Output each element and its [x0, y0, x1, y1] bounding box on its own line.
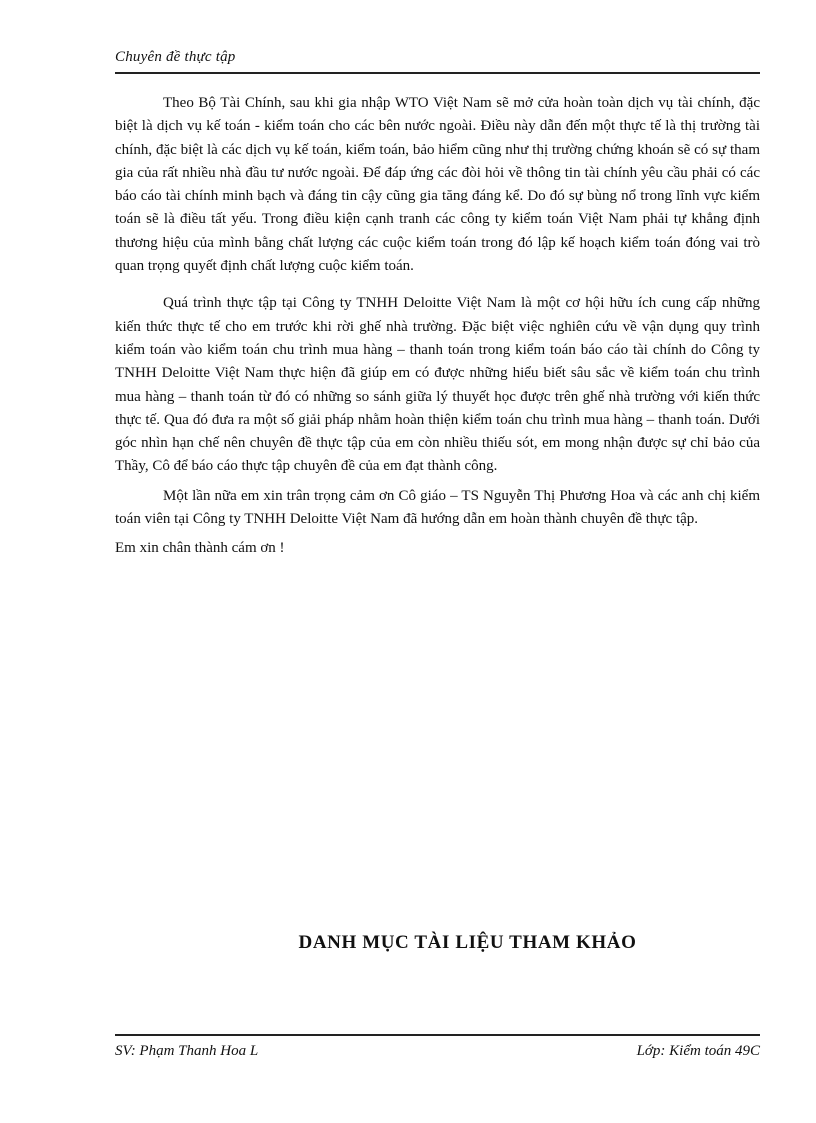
- paragraph-internship: Quá trình thực tập tại Công ty TNHH Deloitte Việt Nam là một cơ hội hữu ích cung cấp những kiến thức thực tế cho em trước khi rời ghế nhà trường. Đặc biệt việc nghiên cứu về vận dụng quy trình kiểm toán vào kiểm toán chu trình mua hàng – thanh toán trong kiểm toán báo cáo tài chính do Công ty TNHH Deloitte Việt Nam thực hiện đã giúp em có được những hiểu biết sâu sắc về kiểm toán chu trình mua hàng – thanh toán từ đó có những so sánh giữa lý thuyết học được trên ghế nhà trường với kiến thức thực tế. Qua đó đưa ra một số giải pháp nhằm hoàn thiện kiểm toán chu trình mua hàng – thanh toán. Dưới góc nhìn hạn chế nên chuyên đề thực tập của em còn nhiều thiếu sót, em mong nhận được sự chỉ bảo của Thầy, Cô để báo cáo thực tập chuyên đề của em đạt thành công.: [115, 295, 760, 475]
- page-footer: [115, 1034, 760, 1062]
- footer-class: Lớp: Kiểm toán 49C: [636, 1043, 760, 1059]
- footer-student: SV: Phạm Thanh Hoa L: [115, 1043, 259, 1059]
- section-title-references: DANH MỤC TÀI LIỆU THAM KHẢO: [298, 932, 637, 953]
- page-header: [115, 46, 760, 74]
- closing-line: Em xin chân thành cám ơn !: [115, 540, 285, 557]
- paragraph-intro: Theo Bộ Tài Chính, sau khi gia nhập WTO Việt Nam sẽ mở cửa hoàn toàn dịch vụ tài chính, đặc biệt là dịch vụ kế toán - kiểm toán cho các bên nước ngoài. Điều này dẫn đến một thực tế là thị trường tài chính, đặc biệt là các dịch vụ kế toán, kiểm toán, bảo hiểm cũng như thị trường chứng khoán sẽ có sự tham gia của rất nhiều nhà đầu tư nước ngoài. Để đáp ứng các đòi hỏi về thông tin tài chính yêu cầu phải có các báo cáo tài chính minh bạch và đáng tin cậy cũng gia tăng đáng kể. Do đó sự bùng nổ trong lĩnh vực kiểm toán sẽ là điều tất yếu. Trong điều kiện cạnh tranh các công ty kiểm toán Việt Nam phải tự khẳng định thương hiệu của mình bằng chất lượng các cuộc kiểm toán trong đó lập kế hoạch kiểm toán đóng vai trò quan trọng quyết định chất lượng cuộc kiểm toán.: [115, 95, 760, 275]
- header-title: Chuyên đề thực tập: [115, 49, 236, 65]
- document-body: [115, 92, 760, 561]
- paragraph-thanks: Một lần nữa em xin trân trọng cảm ơn Cô giáo – TS Nguyễn Thị Phương Hoa và các anh chị kiểm toán viên tại Công ty TNHH Deloitte Việt Nam đã hướng dẫn em hoàn thành chuyên đề thực tập.: [115, 487, 760, 528]
